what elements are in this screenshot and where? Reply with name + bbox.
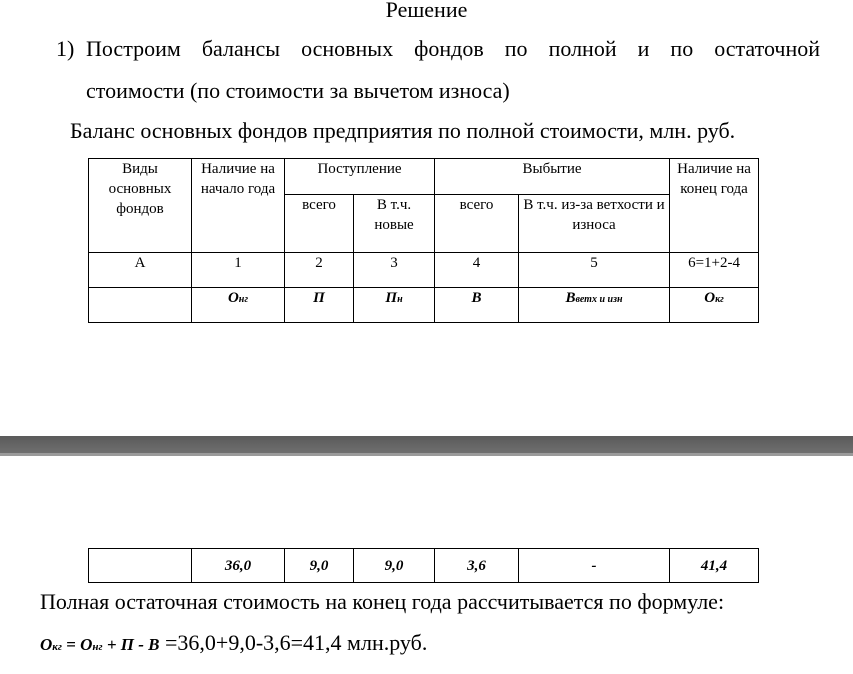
formula-term2: П bbox=[120, 635, 134, 654]
table-cell bbox=[89, 549, 192, 583]
table-cell: 4 bbox=[435, 253, 519, 288]
header-start: Наличие на начало года bbox=[192, 159, 285, 253]
table-cell: 6=1+2-4 bbox=[670, 253, 759, 288]
table-row-symbols bbox=[89, 288, 759, 323]
formula-intro-text: Полная остаточная стоимость на конец года рассчитывается по формуле: bbox=[40, 589, 725, 614]
symbol: В bbox=[565, 290, 576, 306]
list-item-number: 1) bbox=[56, 36, 75, 61]
symbol: П bbox=[313, 290, 325, 306]
formula-lhs: O bbox=[40, 635, 53, 654]
table-cell: А bbox=[89, 253, 192, 288]
table-row-values bbox=[89, 549, 759, 583]
formula-term1-sub: нг bbox=[92, 641, 103, 653]
formula-lhs-sub: кг bbox=[52, 641, 62, 653]
page-title: Решение bbox=[385, 0, 468, 22]
symbol: О bbox=[704, 290, 716, 306]
table-caption: Баланс основных фондов предприятия по полной стоимости, млн. руб. bbox=[70, 118, 736, 143]
header-income: Поступление bbox=[285, 159, 435, 195]
table-cell: 9,0 bbox=[354, 549, 435, 583]
symbol-sub: н bbox=[397, 294, 403, 305]
header-disposal-total: всего bbox=[435, 195, 519, 253]
formula-result: =36,0+9,0-3,6=41,4 млн.руб. bbox=[159, 630, 428, 655]
formula-term1: O bbox=[80, 635, 93, 654]
formula-plus: + bbox=[102, 635, 121, 654]
header-disposal: Выбытие bbox=[435, 159, 670, 195]
table-cell bbox=[670, 288, 759, 323]
table-cell: 41,4 bbox=[670, 549, 759, 583]
table-cell: 5 bbox=[519, 253, 670, 288]
table-cell bbox=[89, 288, 192, 323]
header-types: Виды основных фондов bbox=[89, 159, 192, 253]
table-cell: 2 bbox=[285, 253, 354, 288]
balance-table-header bbox=[88, 158, 759, 323]
table-cell: 3,6 bbox=[435, 549, 519, 583]
table-cell bbox=[192, 288, 285, 323]
balance-table-values bbox=[88, 548, 759, 583]
list-item-text-line2: стоимости (по стоимости за вычетом износа) bbox=[86, 78, 510, 103]
page-break-bar bbox=[0, 436, 853, 453]
symbol: П bbox=[385, 290, 398, 306]
formula-eq: = bbox=[61, 635, 81, 654]
header-disposal-wear: В т.ч. из-за ветхости и износа bbox=[519, 195, 670, 253]
page-break-shadow bbox=[0, 453, 853, 456]
table-cell: - bbox=[519, 549, 670, 583]
table-cell: 3 bbox=[354, 253, 435, 288]
table-cell bbox=[354, 288, 435, 323]
symbol-sub: кг bbox=[715, 294, 724, 305]
formula-term3: В bbox=[148, 635, 160, 654]
table-cell bbox=[435, 288, 519, 323]
table-cell: 36,0 bbox=[192, 549, 285, 583]
table-cell: 9,0 bbox=[285, 549, 354, 583]
symbol-sub: ветх и изн bbox=[575, 294, 623, 305]
symbol: В bbox=[471, 290, 482, 306]
symbol-sub: нг bbox=[238, 294, 249, 305]
header-income-new: В т.ч. новые bbox=[354, 195, 435, 253]
table-row-numbers bbox=[89, 253, 759, 288]
table-cell bbox=[285, 288, 354, 323]
formula-minus: - bbox=[133, 635, 149, 654]
formula bbox=[40, 630, 427, 656]
header-income-total: всего bbox=[285, 195, 354, 253]
table-cell bbox=[519, 288, 670, 323]
list-item-text-line1: Построим балансы основных фондов по полной и по остаточной bbox=[86, 36, 820, 61]
table-cell: 1 bbox=[192, 253, 285, 288]
symbol: О bbox=[227, 290, 239, 306]
header-end: Наличие на конец года bbox=[670, 159, 759, 253]
